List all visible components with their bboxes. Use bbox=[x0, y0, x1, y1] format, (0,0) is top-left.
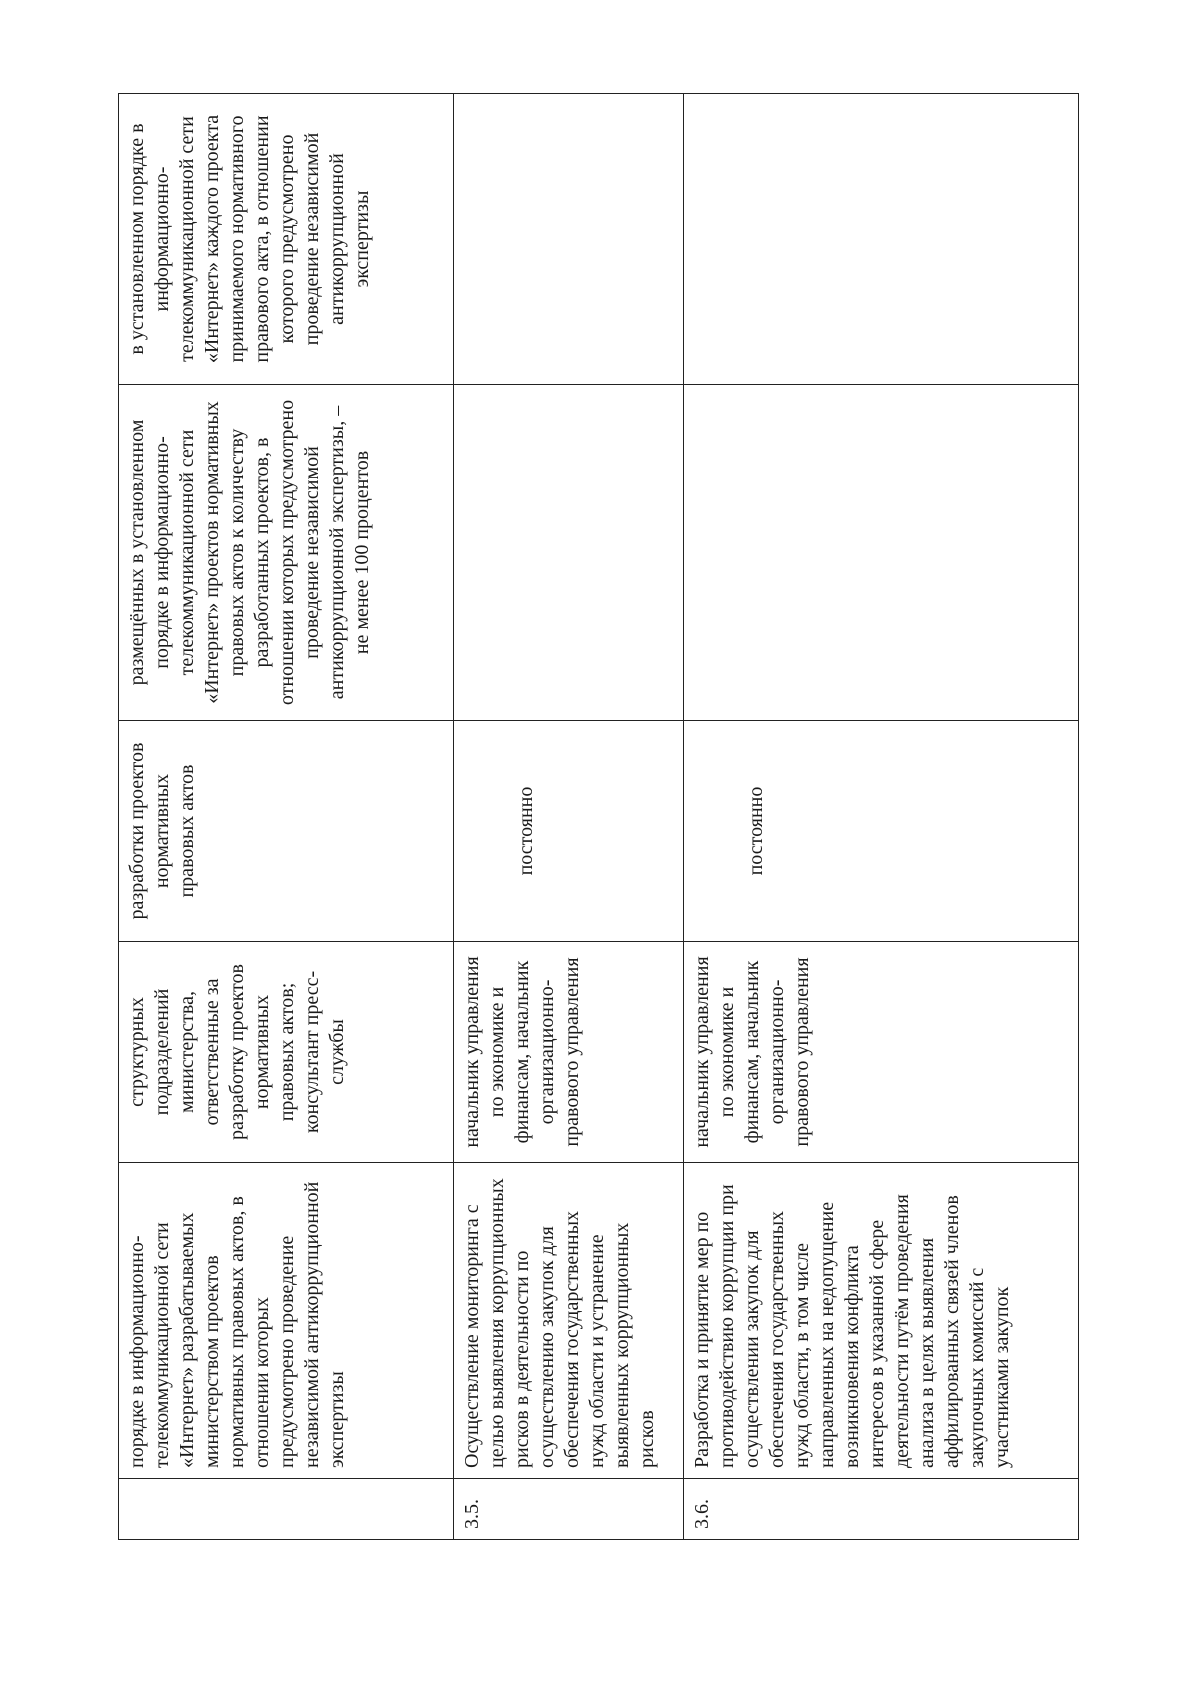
indicator-cell bbox=[684, 385, 1079, 721]
anticorruption-plan-table bbox=[118, 93, 1079, 1540]
table-row bbox=[684, 94, 1079, 1540]
term-text: разработки проектов нормативных правовых актов bbox=[126, 742, 198, 920]
term-cell bbox=[119, 721, 454, 942]
result-text: в установленном порядке в информационно-телекоммуникационной сети «Интернет» каждого проекта принимаемого нормативного правового акта, в отношении которого предусмотрено проведение независимой антикоррупционной экспертизы bbox=[126, 114, 373, 364]
event-cell bbox=[684, 1163, 1079, 1479]
responsible-cell bbox=[454, 942, 684, 1163]
row-number: 3.5. bbox=[454, 1479, 684, 1540]
responsible-cell bbox=[684, 942, 1079, 1163]
responsible-text: структурных подразделений министерства, ответственные за разработку проектов нормативных правовых актов; консультант пресс-службы bbox=[126, 964, 348, 1140]
event-cell bbox=[454, 1163, 684, 1479]
table-row bbox=[454, 94, 684, 1540]
responsible-text: начальник управления по экономике и финансам, начальник организационно-правового управления bbox=[461, 956, 583, 1148]
event-text: Разработка и принятие мер по противодействию коррупции при осуществлении закупок для обеспечения государственных нужд области, в том числе направленных на недопущение возникновения конфликта интересов в указанной сфере деятельности путём проведения анализа в целях выявления аффилированных связей членов закупочных комиссий с участниками закупок bbox=[691, 1184, 1013, 1468]
event-cell bbox=[119, 1163, 454, 1479]
term-cell bbox=[684, 721, 1079, 942]
row-number bbox=[119, 1479, 454, 1540]
result-cell bbox=[454, 94, 684, 385]
indicator-cell bbox=[119, 385, 454, 721]
event-text: Осуществление мониторинга с целью выявления коррупционных рисков в деятельности по осуществлению закупок для обеспечения государственных нужд области и устранение выявленных коррупционных рисков bbox=[461, 1178, 658, 1468]
result-cell bbox=[684, 94, 1079, 385]
row-number: 3.6. bbox=[684, 1479, 1079, 1540]
indicator-text: размещённых в установленном порядке в информационно-телекоммуникационной сети «Интернет» проектов нормативных правовых актов к количеству разработанных проектов, в отношении которых предусмотрено проведение независимой антикоррупционной экспертизы, – не менее 100 процентов bbox=[126, 399, 373, 706]
table-row bbox=[119, 94, 454, 1540]
term-text: постоянно bbox=[515, 786, 537, 876]
term-text: постоянно bbox=[745, 786, 767, 876]
term-cell bbox=[454, 721, 684, 942]
responsible-text: начальник управления по экономике и финансам, начальник организационно-правового управления bbox=[691, 956, 813, 1148]
indicator-cell bbox=[454, 385, 684, 721]
event-text: порядке в информационно-телекоммуникационной сети «Интернет» разрабатываемых министерством проектов нормативных правовых актов, в отношении которых предусмотрено проведение независимой антикоррупционной экспертизы bbox=[126, 1181, 348, 1468]
rotated-page bbox=[118, 114, 1078, 1540]
responsible-cell bbox=[119, 942, 454, 1163]
result-cell bbox=[119, 94, 454, 385]
